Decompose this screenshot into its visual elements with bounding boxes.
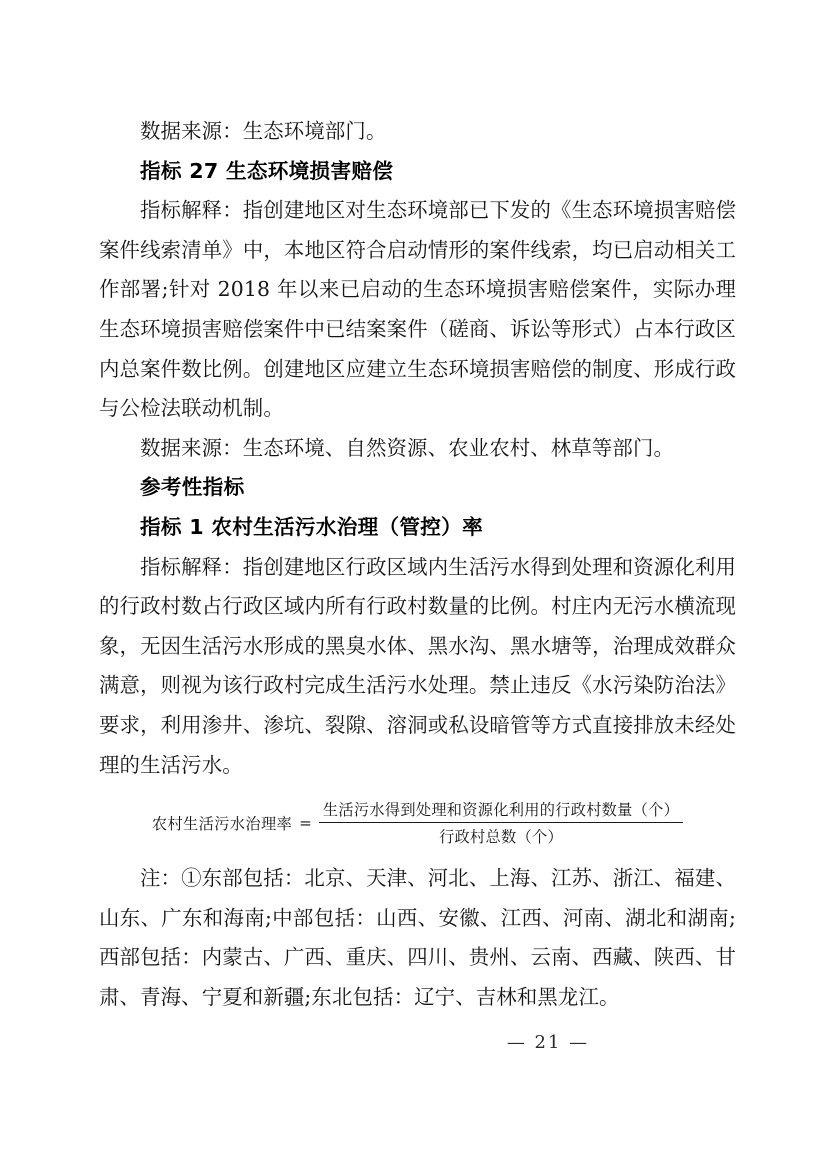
heading-indicator-1: 指标 1 农村生活污水治理（管控）率	[140, 514, 483, 539]
formula-block	[99, 785, 736, 859]
formula-equals-sign: =	[299, 814, 312, 833]
heading-indicator-27: 指标 27 生态环境损害赔偿	[140, 158, 394, 183]
data-source-line-2: 数据来源：生态环境、自然资源、农业农村、林草等部门。	[140, 435, 675, 460]
explanation-indicator-1: 指标解释：指创建地区行政区域内生活污水得到处理和资源化利用的行政村数占行政区域内所有行政村数量的比例。村庄内无污水横流现象，无因生活污水形成的黑臭水体、黑水沟、黑水塘等，治理成效群众满意，则视为该行政村完成生活污水处理。禁止违反《水污染防治法》要求，利用渗井、渗坑、裂隙、溶洞或私设暗管等方式直接排放未经处理的生活污水。	[99, 554, 736, 777]
page-footer	[0, 1032, 826, 1053]
data-source-line-1: 数据来源：生态环境部门。	[140, 119, 387, 143]
formula-numerator: 生活污水得到处理和资源化利用的行政村数量（个）	[322, 801, 680, 820]
page-number: — 21 —	[506, 1032, 590, 1053]
formula-rural-sewage-treatment-rate	[152, 799, 683, 847]
page-content	[99, 112, 736, 1017]
footnote-regional-definitions: 注：①东部包括：北京、天津、河北、上海、江苏、浙江、福建、山东、广东和海南;中部包括：山西、安徽、江西、河南、湖北和湖南;西部包括：内蒙古、广西、重庆、四川、贵州、云南、西藏、陕西、甘肃、青海、宁夏和新疆;东北包括：辽宁、吉林和黑龙江。	[99, 866, 736, 1009]
formula-left-hand-side: 农村生活污水治理率	[151, 814, 293, 833]
formula-denominator: 行政村总数（个）	[439, 828, 563, 847]
explanation-indicator-27: 指标解释：指创建地区对生态环境部已下发的《生态环境损害赔偿案件线索清单》中，本地区符合启动情形的案件线索，均已启动相关工作部署;针对 2018 年以来已启动的生态环境损害赔偿案件，实际办理生态环境损害赔偿案件中已结案案件（磋商、诉讼等形式）占本行政区内总案件数比例。创建地区应建立生态环境损害赔偿的制度、形成行政与公检法联动机制。	[99, 198, 736, 421]
formula-fraction	[319, 799, 683, 847]
section-heading-reference-indicators: 参考性指标	[140, 475, 245, 500]
